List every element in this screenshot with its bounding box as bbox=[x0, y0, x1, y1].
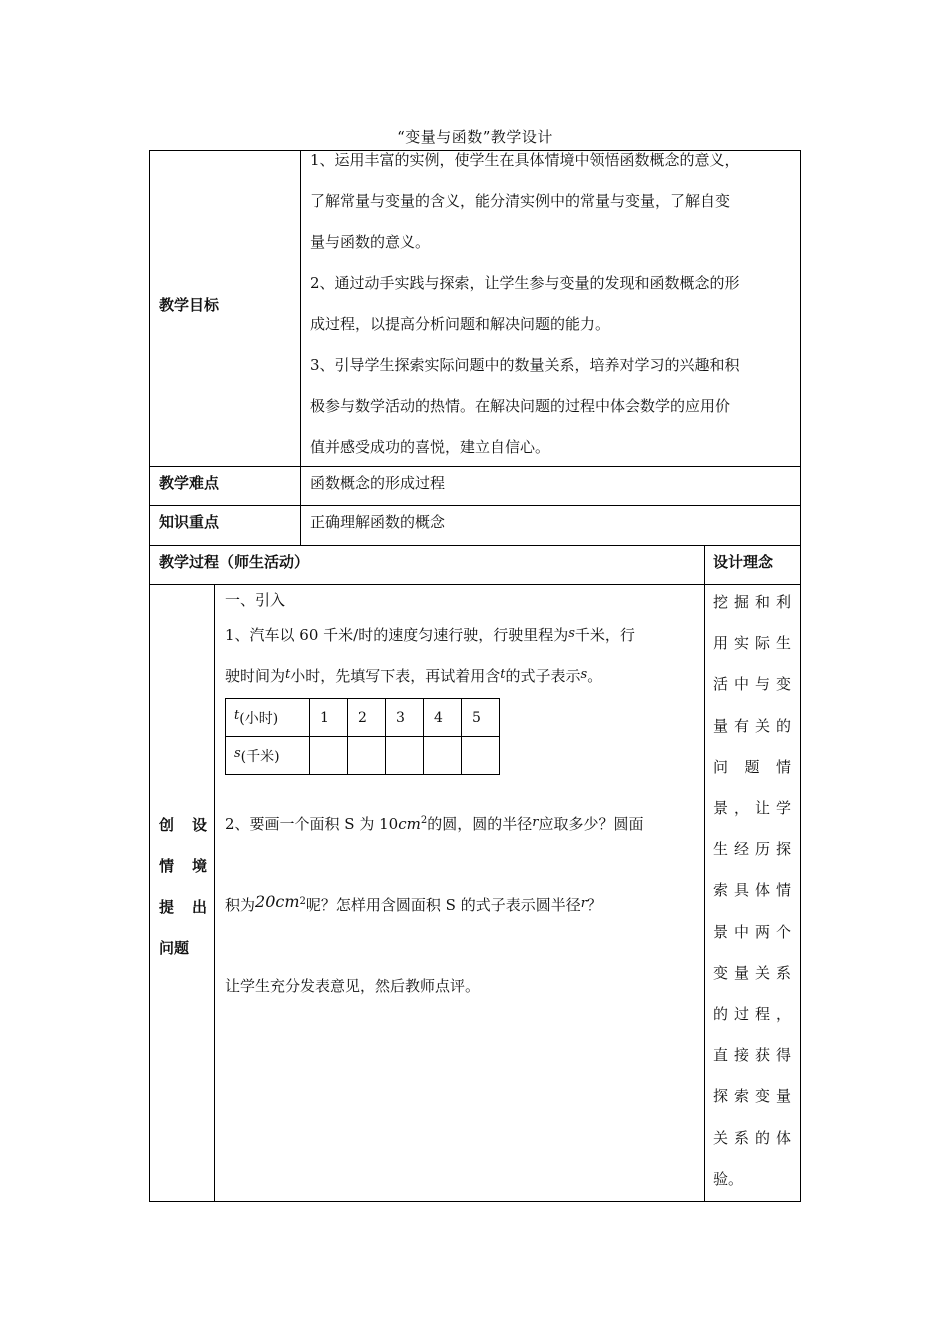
process-header: 教学过程（师生活动） bbox=[159, 553, 310, 571]
rationale-line: 景，让学 bbox=[713, 799, 791, 818]
table-cell: 1 bbox=[310, 699, 348, 737]
rationale-line: 索具体情 bbox=[713, 881, 791, 900]
difficulty-text: 函数概念的形成过程 bbox=[310, 474, 446, 492]
table-cell: 2 bbox=[348, 699, 386, 737]
table-cell: 3 bbox=[386, 699, 424, 737]
table-cell bbox=[310, 737, 348, 775]
question-1-line-2: 驶时间为t小时，先填写下表，再试着用含t的式子表示s。 bbox=[225, 667, 603, 685]
question-2-line-1: 2、要画一个面积 S 为 $10cm^2$的圆，圆的半径r应取多少？圆面 bbox=[225, 815, 644, 833]
rationale-line: 直接获得 bbox=[713, 1046, 791, 1065]
rationale-line: 挖掘和利 bbox=[713, 593, 791, 611]
rationale-text bbox=[713, 582, 791, 1200]
rationale-header: 设计理念 bbox=[713, 553, 774, 571]
keypoint-text: 正确理解函数的概念 bbox=[310, 513, 446, 531]
rationale-line: 生经历探 bbox=[713, 840, 791, 859]
col-divider bbox=[214, 584, 215, 1202]
fill-in-table bbox=[225, 698, 500, 775]
objective-line: 成过程，以提高分析问题和解决问题的能力。 bbox=[310, 315, 611, 333]
teacher-note: 让学生充分发表意见，然后教师点评。 bbox=[225, 977, 481, 995]
page-title: “变量与函数”教学设计 bbox=[397, 128, 553, 146]
variable-r: r bbox=[532, 815, 539, 830]
objectives-text bbox=[310, 140, 796, 468]
objective-line: 极参与数学活动的热情。在解决问题的过程中体会数学的应用价 bbox=[310, 397, 731, 415]
table-cell: 4 bbox=[424, 699, 462, 737]
table-cell: 5 bbox=[462, 699, 500, 737]
rationale-line: 用实际生 bbox=[713, 634, 791, 653]
objective-line: 了解常量与变量的含义，能分清实例中的常量与变量，了解自变 bbox=[310, 192, 731, 210]
variable-s: s bbox=[568, 626, 575, 641]
rationale-line: 活中与变 bbox=[713, 675, 791, 694]
table-cell bbox=[348, 737, 386, 775]
difficulty-label: 教学难点 bbox=[159, 474, 220, 492]
variable-t: t bbox=[500, 667, 506, 682]
rationale-line: 问 题 情 bbox=[713, 757, 791, 776]
stage-line: 提 出 bbox=[159, 898, 207, 916]
unit-cm: cm bbox=[398, 815, 421, 833]
table-cell bbox=[424, 737, 462, 775]
objective-line: 1、运用丰富的实例，使学生在具体情境中领悟函数概念的意义， bbox=[310, 151, 740, 169]
stage-line: 情 境 bbox=[159, 857, 207, 875]
objectives-label: 教学目标 bbox=[159, 296, 220, 314]
rationale-line: 景中两个 bbox=[713, 922, 791, 941]
table-row bbox=[226, 737, 500, 775]
variable-r: r bbox=[580, 896, 587, 911]
objective-line: 值并感受成功的喜悦，建立自信心。 bbox=[310, 438, 551, 456]
table-row bbox=[226, 699, 500, 737]
question-1-line-1: 1、汽车以 60 千米/时的速度匀速行驶，行驶里程为s千米，行 bbox=[225, 626, 635, 644]
rationale-line: 验。 bbox=[713, 1169, 744, 1188]
table-cell bbox=[462, 737, 500, 775]
rationale-line: 变量关系 bbox=[713, 963, 791, 982]
table-header-cell: s(千米) bbox=[226, 737, 310, 775]
objective-line: 量与函数的意义。 bbox=[310, 233, 431, 251]
table-cell bbox=[386, 737, 424, 775]
rationale-line: 探索变量 bbox=[713, 1087, 791, 1106]
rationale-line: 的过程， bbox=[713, 1005, 791, 1024]
stage-line: 问题 bbox=[159, 939, 190, 957]
table-header-cell: t(小时) bbox=[226, 699, 310, 737]
rationale-line: 关系的体 bbox=[713, 1128, 791, 1147]
variable-s: s bbox=[580, 667, 588, 682]
row-divider bbox=[149, 505, 801, 506]
keypoint-label: 知识重点 bbox=[159, 513, 220, 531]
col-divider bbox=[300, 150, 301, 545]
stage-label bbox=[159, 805, 207, 969]
col-divider bbox=[704, 545, 705, 1202]
objective-line: 3、引导学生探索实际问题中的数量关系，培养对学习的兴趣和积 bbox=[310, 356, 740, 374]
variable-t: t bbox=[285, 667, 291, 682]
area-value: 20cm bbox=[255, 892, 300, 911]
stage-line: 创 设 bbox=[159, 816, 207, 834]
rationale-line: 量有关的 bbox=[713, 716, 791, 735]
intro-heading: 一、引入 bbox=[225, 591, 286, 609]
question-2-line-2: 积为$20cm^2$呢？怎样用含圆面积 S 的式子表示圆半径r？ bbox=[225, 892, 602, 914]
objective-line: 2、通过动手实践与探索，让学生参与变量的发现和函数概念的形 bbox=[310, 274, 740, 292]
